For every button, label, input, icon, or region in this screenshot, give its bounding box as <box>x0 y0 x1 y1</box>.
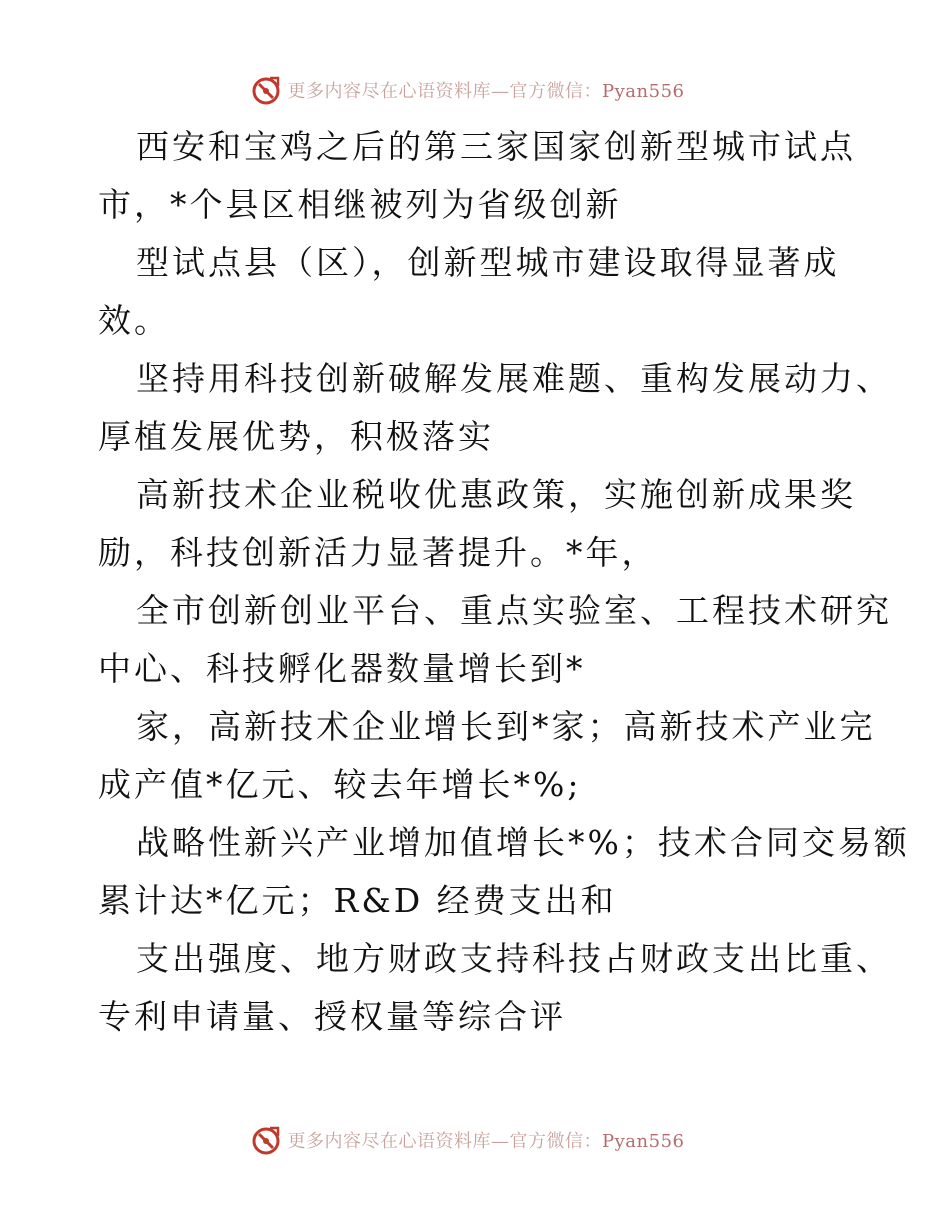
text-line: 坚持用科技创新破解发展难题、重构发展动力、 <box>136 359 892 398</box>
text-line: 全市创新创业平台、重点实验室、工程技术研究 <box>136 591 892 630</box>
banner-text <box>288 1127 685 1153</box>
banner-text <box>288 77 685 103</box>
text-line: 战略性新兴产业增加值增长*%；技术合同交易额 <box>136 823 910 862</box>
logo-icon <box>250 1124 282 1156</box>
text-line: 厚植发展优势，积极落实 <box>98 417 494 456</box>
text-line: 市，*个县区相继被列为省级创新 <box>98 185 622 224</box>
logo-icon <box>250 74 282 106</box>
text-line: 励，科技创新活力显著提升。*年， <box>98 533 658 572</box>
text-line: 累计达*亿元；R&D 经费支出和 <box>98 881 617 920</box>
banner-wechat-id: Pyan556 <box>602 1131 685 1152</box>
text-line: 成产值*亿元、较去年增长*%; <box>98 765 582 804</box>
banner-wechat-id: Pyan556 <box>602 81 685 102</box>
text-line: 高新技术企业税收优惠政策，实施创新成果奖 <box>136 475 856 514</box>
header-banner <box>0 70 950 110</box>
banner-wechat-label: 官方微信： <box>509 1131 603 1152</box>
text-line: 型试点县（区），创新型城市建设取得显著成 <box>136 243 840 282</box>
text-line: 专利申请量、授权量等综合评 <box>98 997 566 1036</box>
footer-banner <box>0 1120 950 1160</box>
banner-main-text: 更多内容尽在心语资料库 <box>287 81 492 102</box>
text-line: 家，高新技术企业增长到*家；高新技术产业完 <box>136 707 876 746</box>
banner-main-text: 更多内容尽在心语资料库 <box>287 1131 492 1152</box>
banner-wechat-label: 官方微信： <box>509 81 603 102</box>
document-body <box>98 118 910 1046</box>
text-line: 中心、科技孵化器数量增长到* <box>98 649 586 688</box>
banner-dash: — <box>491 81 510 102</box>
banner-dash: — <box>491 1131 510 1152</box>
footer-banner-inner <box>250 1124 685 1156</box>
header-banner-inner <box>250 74 685 106</box>
text-line: 西安和宝鸡之后的第三家国家创新型城市试点 <box>136 127 856 166</box>
text-line: 效。 <box>98 301 170 340</box>
text-line: 支出强度、地方财政支持科技占财政支出比重、 <box>136 939 892 978</box>
